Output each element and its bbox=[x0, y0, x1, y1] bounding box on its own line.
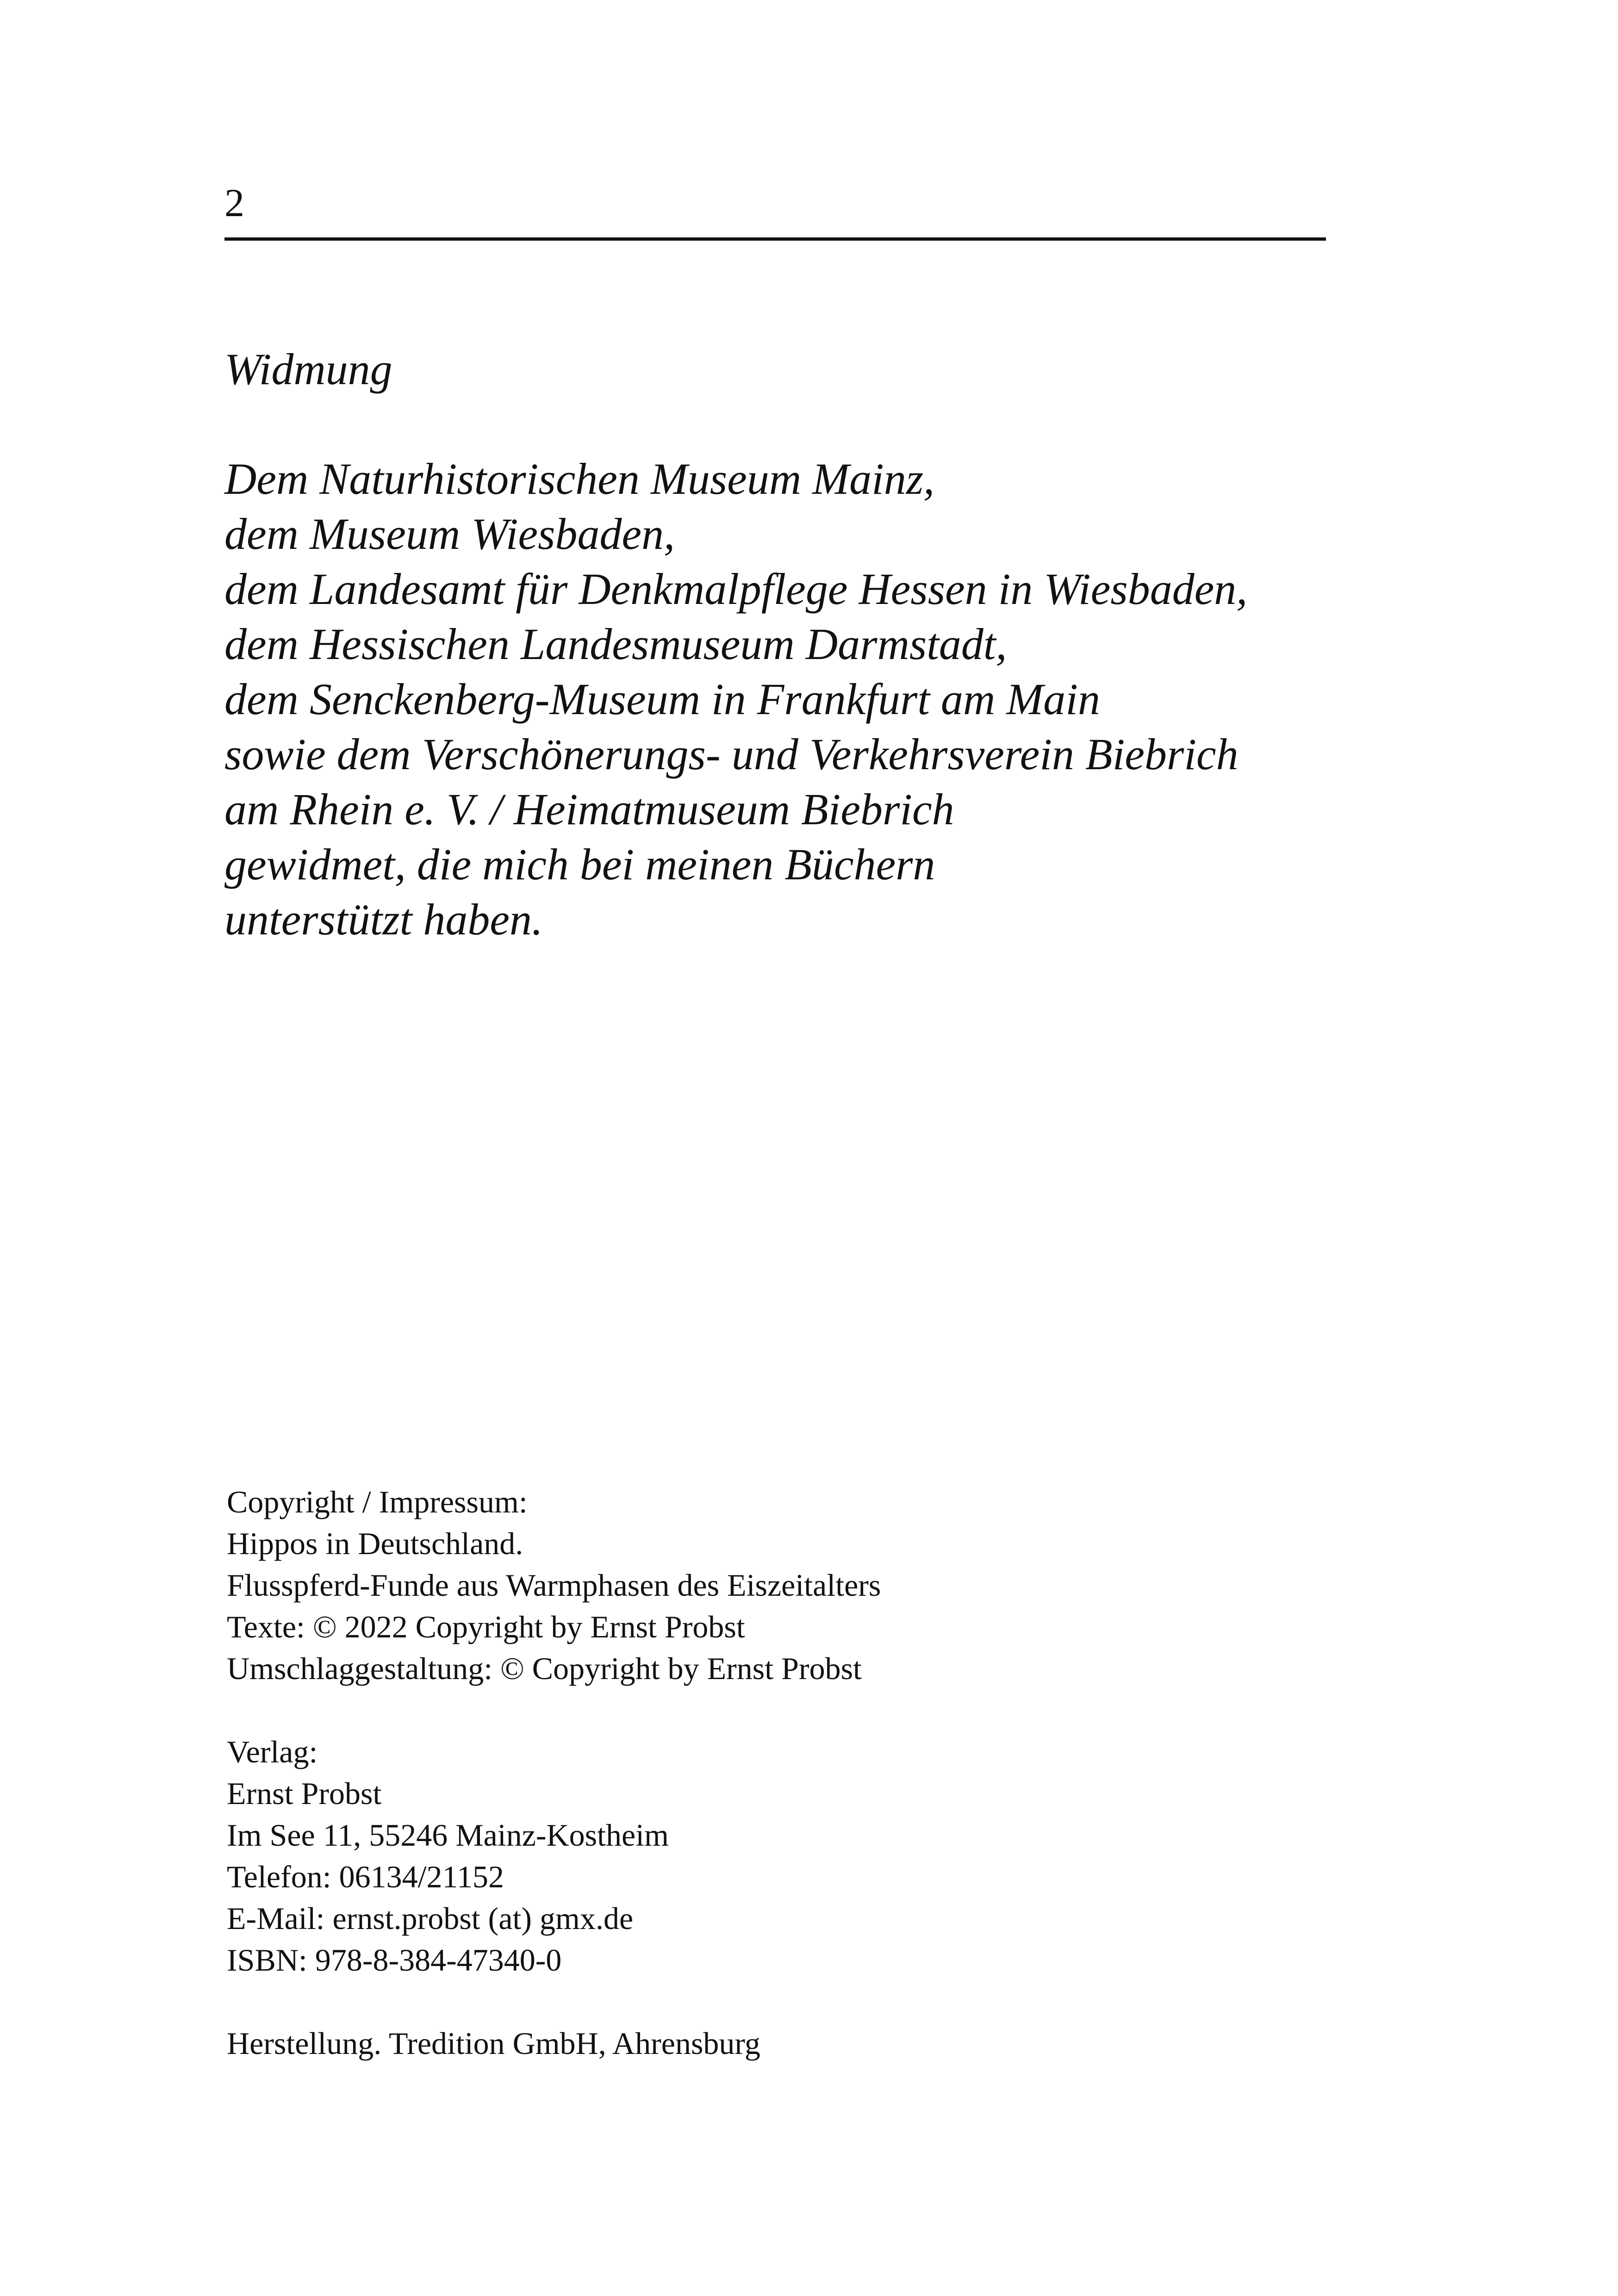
imprint-line: Herstellung. Tredition GmbH, Ahrensburg bbox=[227, 2026, 760, 2061]
dedication-body bbox=[224, 451, 1247, 947]
dedication-line: dem Senckenberg-Museum in Frankfurt am Main bbox=[224, 674, 1100, 724]
imprint-production-block bbox=[227, 2022, 881, 2064]
dedication-line: dem Hessischen Landesmuseum Darmstadt, bbox=[224, 619, 1007, 669]
imprint-line: Telefon: 06134/21152 bbox=[227, 1859, 504, 1894]
dedication-line: gewidmet, die mich bei meinen Büchern bbox=[224, 840, 935, 889]
dedication-line: Dem Naturhistorischen Museum Mainz, bbox=[224, 454, 935, 504]
imprint bbox=[227, 1481, 881, 2064]
dedication-line: dem Landesamt für Denkmalpflege Hessen in Wiesbaden, bbox=[224, 564, 1248, 614]
imprint-line: Verlag: bbox=[227, 1734, 318, 1769]
imprint-line: Ernst Probst bbox=[227, 1776, 382, 1811]
imprint-line: Texte: © 2022 Copyright by Ernst Probst bbox=[227, 1609, 745, 1644]
imprint-line: E-Mail: ernst.probst (at) gmx.de bbox=[227, 1901, 634, 1936]
header-rule bbox=[224, 237, 1326, 241]
imprint-line: Umschlaggestaltung: © Copyright by Ernst Probst bbox=[227, 1651, 862, 1686]
imprint-line: Im See 11, 55246 Mainz-Kostheim bbox=[227, 1817, 669, 1853]
imprint-line: ISBN: 978-8-384-47340-0 bbox=[227, 1942, 562, 1978]
dedication-line: unterstützt haben. bbox=[224, 895, 543, 944]
dedication-line: dem Museum Wiesbaden, bbox=[224, 509, 675, 559]
dedication-line: am Rhein e. V. / Heimatmuseum Biebrich bbox=[224, 784, 954, 834]
dedication-heading: Widmung bbox=[224, 344, 392, 394]
imprint-line: Hippos in Deutschland. bbox=[227, 1526, 523, 1561]
imprint-publisher-block bbox=[227, 1731, 881, 1981]
imprint-line: Copyright / Impressum: bbox=[227, 1484, 528, 1519]
imprint-line: Flusspferd-Funde aus Warmphasen des Eiszeitalters bbox=[227, 1568, 881, 1603]
page-number: 2 bbox=[224, 180, 244, 225]
imprint-copyright-block bbox=[227, 1481, 881, 1689]
dedication-line: sowie dem Verschönerungs- und Verkehrsverein Biebrich bbox=[224, 729, 1238, 779]
